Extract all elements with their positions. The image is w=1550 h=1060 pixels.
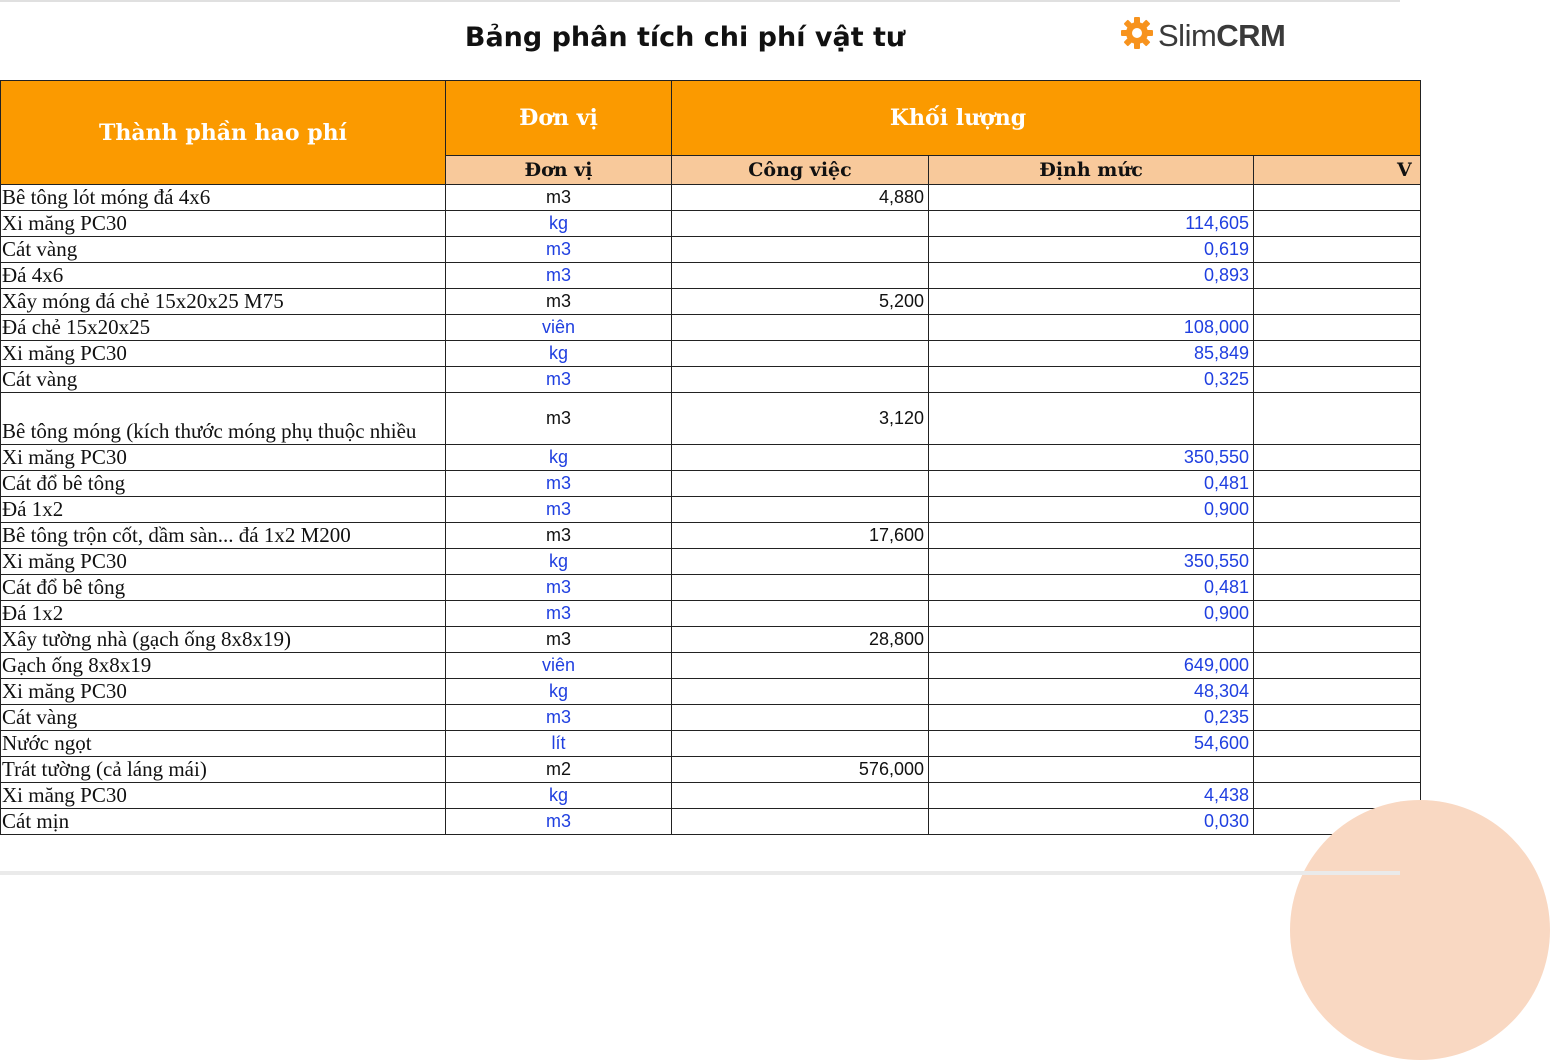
- subheader-work: Công việc: [672, 156, 929, 185]
- table-row: [1, 705, 1421, 731]
- row-norm-cell[interactable]: [929, 523, 1254, 549]
- table-row: [1, 185, 1421, 211]
- row-name-cell[interactable]: Xây móng đá chẻ 15x20x25 M75: [1, 289, 446, 315]
- row-unit-cell[interactable]: viên: [446, 653, 672, 679]
- table-row: [1, 783, 1421, 809]
- table-row: [1, 393, 1421, 445]
- row-work-cell[interactable]: [672, 341, 929, 367]
- row-name-cell[interactable]: Đá 1x2: [1, 601, 446, 627]
- row-extra-cell[interactable]: [1254, 497, 1421, 523]
- row-extra-cell[interactable]: [1254, 601, 1421, 627]
- row-unit-cell[interactable]: kg: [446, 445, 672, 471]
- row-unit-cell[interactable]: m2: [446, 757, 672, 783]
- row-extra-cell[interactable]: [1254, 705, 1421, 731]
- row-norm-cell[interactable]: [929, 627, 1254, 653]
- header-unit-group: Đơn vị: [446, 81, 672, 156]
- row-name-cell[interactable]: Xi măng PC30: [1, 341, 446, 367]
- row-extra-cell[interactable]: [1254, 523, 1421, 549]
- table-row: [1, 367, 1421, 393]
- row-work-cell[interactable]: [672, 575, 929, 601]
- row-extra-cell[interactable]: [1254, 627, 1421, 653]
- row-norm-cell[interactable]: 0,619: [929, 237, 1254, 263]
- gear-icon: [1120, 16, 1154, 55]
- row-work-cell[interactable]: [672, 237, 929, 263]
- table-row: [1, 601, 1421, 627]
- row-work-cell[interactable]: 4,880: [672, 185, 929, 211]
- table-row: [1, 523, 1421, 549]
- row-name-cell[interactable]: Cát vàng: [1, 705, 446, 731]
- row-name-cell[interactable]: Nước ngọt: [1, 731, 446, 757]
- material-cost-table: [0, 80, 1421, 835]
- table-body: [1, 185, 1421, 835]
- table-row: [1, 237, 1421, 263]
- row-work-cell[interactable]: [672, 705, 929, 731]
- row-unit-cell[interactable]: kg: [446, 549, 672, 575]
- subheader-norm: Định mức: [929, 156, 1254, 185]
- top-border: [0, 0, 1400, 2]
- row-norm-cell[interactable]: 48,304: [929, 679, 1254, 705]
- row-extra-cell[interactable]: [1254, 211, 1421, 237]
- logo-text-light: Slim: [1158, 17, 1217, 53]
- row-unit-cell[interactable]: m3: [446, 575, 672, 601]
- bottom-scroll-edge: [0, 871, 1400, 875]
- slimcrm-logo: [1120, 16, 1285, 55]
- table-row: [1, 757, 1421, 783]
- row-unit-cell[interactable]: m3: [446, 523, 672, 549]
- row-name-cell[interactable]: Xi măng PC30: [1, 549, 446, 575]
- row-work-cell[interactable]: [672, 809, 929, 835]
- row-work-cell[interactable]: 5,200: [672, 289, 929, 315]
- row-work-cell[interactable]: [672, 549, 929, 575]
- row-extra-cell[interactable]: [1254, 731, 1421, 757]
- row-name-cell[interactable]: Cát đổ bê tông: [1, 575, 446, 601]
- row-unit-cell[interactable]: m3: [446, 705, 672, 731]
- table-row: [1, 289, 1421, 315]
- row-norm-cell[interactable]: 649,000: [929, 653, 1254, 679]
- table-row: [1, 731, 1421, 757]
- row-unit-cell[interactable]: m3: [446, 237, 672, 263]
- row-work-cell[interactable]: [672, 731, 929, 757]
- row-norm-cell[interactable]: 350,550: [929, 445, 1254, 471]
- table-row: [1, 809, 1421, 835]
- table-row: [1, 211, 1421, 237]
- row-name-cell[interactable]: Cát đổ bê tông: [1, 471, 446, 497]
- row-name-cell[interactable]: Đá 1x2: [1, 497, 446, 523]
- row-norm-cell[interactable]: [929, 393, 1254, 445]
- row-name-cell[interactable]: Xây tường nhà (gạch ống 8x8x19): [1, 627, 446, 653]
- row-work-cell[interactable]: [672, 367, 929, 393]
- row-extra-cell[interactable]: [1254, 549, 1421, 575]
- row-norm-cell[interactable]: 54,600: [929, 731, 1254, 757]
- row-unit-cell[interactable]: m3: [446, 809, 672, 835]
- row-extra-cell[interactable]: [1254, 575, 1421, 601]
- row-extra-cell[interactable]: [1254, 471, 1421, 497]
- row-unit-cell[interactable]: m3: [446, 289, 672, 315]
- row-work-cell[interactable]: 17,600: [672, 523, 929, 549]
- header-component: Thành phần hao phí: [1, 81, 446, 185]
- row-name-cell[interactable]: Cát vàng: [1, 237, 446, 263]
- row-norm-cell[interactable]: [929, 757, 1254, 783]
- row-norm-cell[interactable]: 0,893: [929, 263, 1254, 289]
- row-norm-cell[interactable]: 0,481: [929, 575, 1254, 601]
- row-norm-cell[interactable]: [929, 185, 1254, 211]
- row-extra-cell[interactable]: [1254, 341, 1421, 367]
- row-name-cell[interactable]: Bê tông lót móng đá 4x6: [1, 185, 446, 211]
- row-work-cell[interactable]: [672, 445, 929, 471]
- page-title: Bảng phân tích chi phí vật tư: [464, 22, 906, 53]
- row-unit-cell[interactable]: lít: [446, 731, 672, 757]
- row-unit-cell[interactable]: m3: [446, 627, 672, 653]
- row-name-cell[interactable]: Xi măng PC30: [1, 211, 446, 237]
- logo-text-bold: CRM: [1216, 17, 1286, 53]
- table-row: [1, 445, 1421, 471]
- subheader-unit: Đơn vị: [446, 156, 672, 185]
- row-work-cell[interactable]: 576,000: [672, 757, 929, 783]
- row-unit-cell[interactable]: kg: [446, 783, 672, 809]
- row-norm-cell[interactable]: 114,605: [929, 211, 1254, 237]
- row-work-cell[interactable]: 3,120: [672, 393, 929, 445]
- table-row: [1, 549, 1421, 575]
- row-norm-cell[interactable]: 85,849: [929, 341, 1254, 367]
- table-row: [1, 653, 1421, 679]
- row-norm-cell[interactable]: 350,550: [929, 549, 1254, 575]
- row-extra-cell[interactable]: [1254, 315, 1421, 341]
- row-norm-cell[interactable]: 0,325: [929, 367, 1254, 393]
- row-work-cell[interactable]: [672, 211, 929, 237]
- row-work-cell[interactable]: [672, 471, 929, 497]
- row-extra-cell[interactable]: [1254, 263, 1421, 289]
- row-extra-cell[interactable]: [1254, 393, 1421, 445]
- row-name-cell[interactable]: Bê tông móng (kích thước móng phụ thuộc nhiều: [1, 393, 446, 445]
- row-name-cell[interactable]: Bê tông trộn cốt, dầm sàn... đá 1x2 M200: [1, 523, 446, 549]
- table-row: [1, 627, 1421, 653]
- row-unit-cell[interactable]: kg: [446, 211, 672, 237]
- row-work-cell[interactable]: [672, 653, 929, 679]
- row-work-cell[interactable]: 28,800: [672, 627, 929, 653]
- row-unit-cell[interactable]: m3: [446, 185, 672, 211]
- row-norm-cell[interactable]: 108,000: [929, 315, 1254, 341]
- row-name-cell[interactable]: Đá chẻ 15x20x25: [1, 315, 446, 341]
- row-norm-cell[interactable]: 0,030: [929, 809, 1254, 835]
- table-row: [1, 497, 1421, 523]
- row-name-cell[interactable]: Xi măng PC30: [1, 445, 446, 471]
- row-extra-cell[interactable]: [1254, 445, 1421, 471]
- row-extra-cell[interactable]: [1254, 679, 1421, 705]
- decorative-circle: [1290, 800, 1550, 1060]
- logo-text: [1158, 18, 1285, 54]
- row-work-cell[interactable]: [672, 497, 929, 523]
- row-extra-cell[interactable]: [1254, 653, 1421, 679]
- row-unit-cell[interactable]: m3: [446, 393, 672, 445]
- row-name-cell[interactable]: Gạch ống 8x8x19: [1, 653, 446, 679]
- row-unit-cell[interactable]: kg: [446, 341, 672, 367]
- row-name-cell[interactable]: Đá 4x6: [1, 263, 446, 289]
- row-name-cell[interactable]: Xi măng PC30: [1, 783, 446, 809]
- row-norm-cell[interactable]: 0,235: [929, 705, 1254, 731]
- row-norm-cell[interactable]: 0,900: [929, 601, 1254, 627]
- header-quantity-group: Khối lượng: [672, 81, 1421, 156]
- row-unit-cell[interactable]: m3: [446, 497, 672, 523]
- table-row: [1, 679, 1421, 705]
- row-name-cell[interactable]: Trát tường (cả láng mái): [1, 757, 446, 783]
- row-unit-cell[interactable]: m3: [446, 471, 672, 497]
- row-work-cell[interactable]: [672, 315, 929, 341]
- row-norm-cell[interactable]: 0,481: [929, 471, 1254, 497]
- row-unit-cell[interactable]: m3: [446, 263, 672, 289]
- row-unit-cell[interactable]: m3: [446, 601, 672, 627]
- row-extra-cell[interactable]: [1254, 757, 1421, 783]
- table-row: [1, 341, 1421, 367]
- row-unit-cell[interactable]: kg: [446, 679, 672, 705]
- row-work-cell[interactable]: [672, 783, 929, 809]
- row-unit-cell[interactable]: viên: [446, 315, 672, 341]
- table-row: [1, 263, 1421, 289]
- table-row: [1, 471, 1421, 497]
- table-row: [1, 315, 1421, 341]
- row-name-cell[interactable]: Xi măng PC30: [1, 679, 446, 705]
- row-norm-cell[interactable]: [929, 289, 1254, 315]
- row-extra-cell[interactable]: [1254, 185, 1421, 211]
- row-work-cell[interactable]: [672, 679, 929, 705]
- row-work-cell[interactable]: [672, 263, 929, 289]
- row-name-cell[interactable]: Cát mịn: [1, 809, 446, 835]
- subheader-extra: V: [1254, 156, 1421, 185]
- table-row: [1, 575, 1421, 601]
- row-name-cell[interactable]: Cát vàng: [1, 367, 446, 393]
- row-norm-cell[interactable]: 0,900: [929, 497, 1254, 523]
- row-extra-cell[interactable]: [1254, 367, 1421, 393]
- row-work-cell[interactable]: [672, 601, 929, 627]
- row-norm-cell[interactable]: 4,438: [929, 783, 1254, 809]
- row-unit-cell[interactable]: m3: [446, 367, 672, 393]
- row-extra-cell[interactable]: [1254, 237, 1421, 263]
- row-extra-cell[interactable]: [1254, 289, 1421, 315]
